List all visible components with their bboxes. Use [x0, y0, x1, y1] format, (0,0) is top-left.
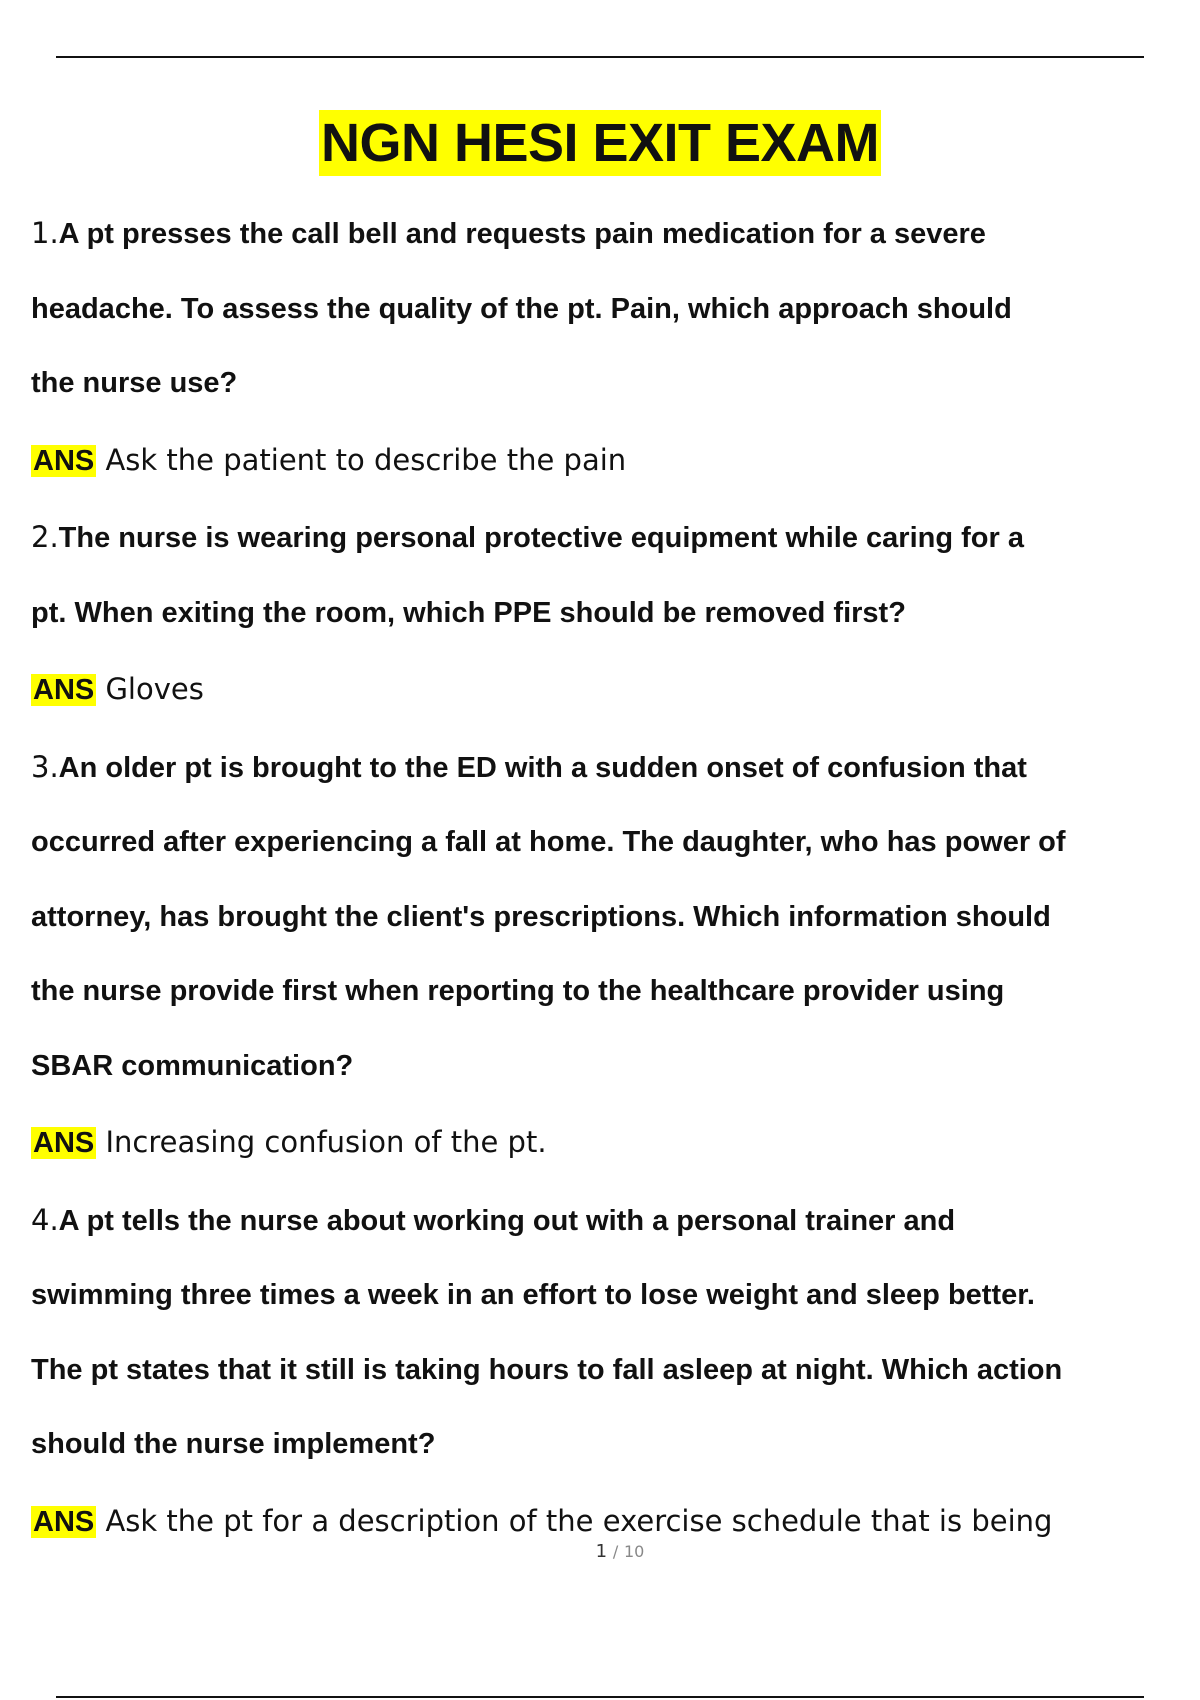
document-body — [31, 196, 1181, 1561]
ans-label: ANS — [33, 1127, 95, 1159]
title-container — [0, 110, 1200, 176]
top-rule — [56, 56, 1144, 58]
bottom-rule — [56, 1696, 1144, 1698]
question-block-2 — [31, 500, 1181, 728]
ans-label: ANS — [33, 444, 95, 477]
question-text — [31, 196, 1181, 421]
question-text — [31, 500, 1181, 650]
question-text — [31, 1183, 1181, 1482]
page-indicator — [0, 1541, 1200, 1562]
question-line: swimming three times a week in an effort to lose weight and sleep better. — [31, 1279, 1035, 1311]
question-line: The nurse is wearing personal protective equipment while caring for a — [58, 522, 1024, 554]
question-line: occurred after experiencing a fall at home. The daughter, who has power of — [31, 826, 1066, 858]
question-text — [31, 730, 1181, 1104]
question-block-1 — [31, 196, 1181, 498]
question-line: The pt states that it still is taking hours to fall asleep at night. Which action — [31, 1353, 1063, 1386]
ans-label: ANS — [33, 674, 95, 706]
question-number: 3. — [31, 749, 59, 784]
question-line: the nurse provide first when reporting to the healthcare provider using — [31, 975, 1005, 1007]
answer-line — [31, 1105, 1181, 1181]
question-block-4 — [31, 1183, 1181, 1560]
question-line: pt. When exiting the room, which PPE should be removed first? — [31, 596, 906, 629]
question-number: 2. — [31, 520, 59, 554]
answer-line — [31, 423, 1181, 499]
answer-text: Increasing confusion of the pt. — [105, 1125, 547, 1159]
answer-text: Ask the patient to describe the pain — [105, 442, 627, 477]
ans-label: ANS — [33, 1505, 95, 1538]
answer-line — [31, 652, 1181, 728]
answer-text: Gloves — [105, 672, 204, 706]
question-line: attorney, has brought the client's prescriptions. Which information should — [31, 900, 1051, 933]
answer-text: Ask the pt for a description of the exercise schedule that is being — [105, 1503, 1053, 1538]
question-line: A pt tells the nurse about working out with a personal trainer and — [58, 1204, 956, 1237]
page-separator: / — [612, 1542, 619, 1561]
current-page: 1 — [595, 1541, 608, 1562]
question-line: SBAR communication? — [31, 1049, 354, 1082]
document-title: NGN HESI EXIT EXAM — [319, 110, 881, 176]
question-line: the nurse use? — [31, 367, 238, 399]
question-line: headache. To assess the quality of the pt. Pain, which approach should — [31, 292, 1012, 325]
question-line: should the nurse implement? — [31, 1428, 436, 1460]
question-number: 1. — [31, 216, 59, 250]
question-block-3 — [31, 730, 1181, 1181]
total-pages: 10 — [623, 1542, 645, 1561]
question-line: A pt presses the call bell and requests pain medication for a severe — [58, 218, 986, 250]
question-number: 4. — [31, 1202, 59, 1237]
question-line: An older pt is brought to the ED with a sudden onset of confusion that — [58, 751, 1027, 784]
